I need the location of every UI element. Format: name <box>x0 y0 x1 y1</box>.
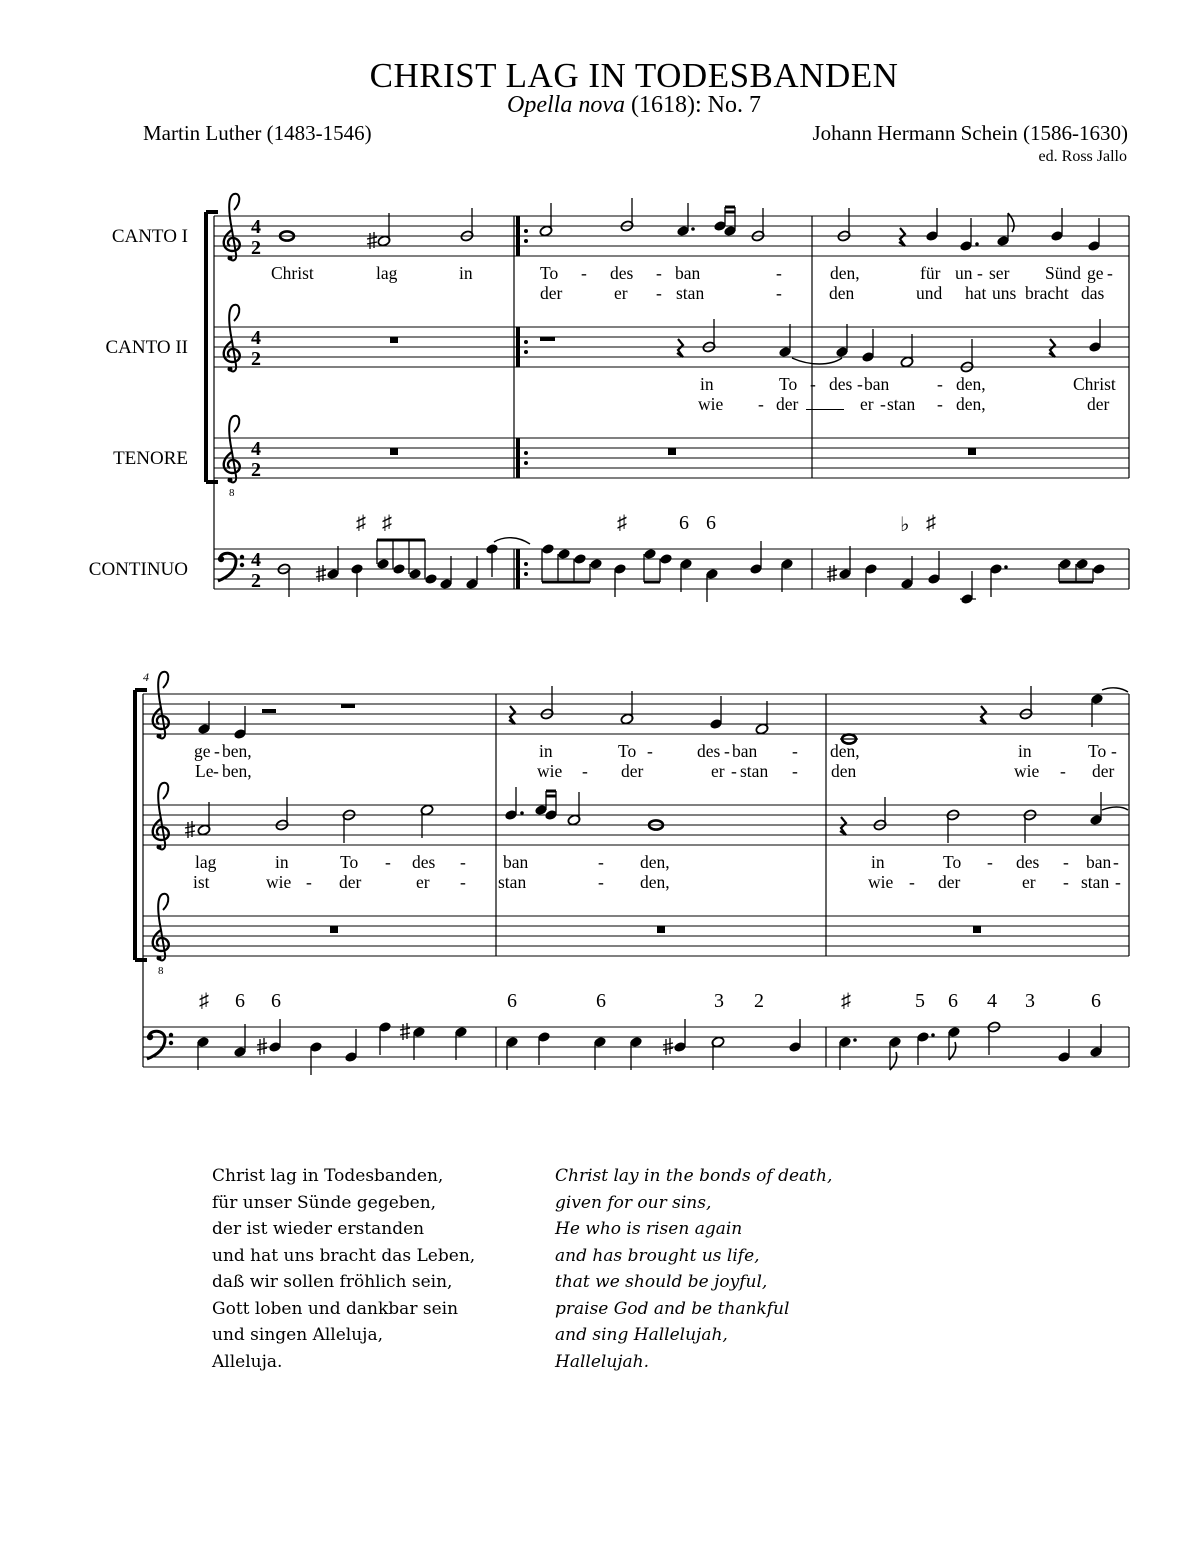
lyric-syllable: lag <box>376 263 398 283</box>
lyric-hyphen: - <box>987 852 993 872</box>
tenor-octave-mark-2: 8 <box>158 965 164 977</box>
lyric-syllable: in <box>539 741 553 761</box>
figure: 6 <box>235 990 245 1012</box>
lyric-syllable: des <box>610 263 634 283</box>
figure: 5 <box>915 990 925 1012</box>
poem-line: given for our sins, <box>555 1192 712 1213</box>
lyric-hyphen: - <box>1107 263 1113 283</box>
lyric-syllable: er <box>614 283 628 303</box>
poem-line: Alleluja. <box>212 1351 283 1372</box>
lyric-syllable: er <box>416 872 430 892</box>
tenor-octave-mark: 8 <box>229 487 235 499</box>
continuo-notes-system1 <box>277 538 1106 605</box>
lyric-syllable: in <box>275 852 289 872</box>
composer-credit: Johann Hermann Schein (1586-1630) <box>812 121 1128 145</box>
lyric-syllable: To <box>540 263 559 283</box>
lyric-syllable: To <box>779 374 798 394</box>
lyric-syllable: wie <box>537 761 563 781</box>
lyric-hyphen: - <box>306 872 312 892</box>
svg-text:4: 4 <box>251 438 261 460</box>
lyric-syllable: für <box>920 263 941 283</box>
lyric-syllable: uns <box>992 283 1017 303</box>
figure: 6 <box>271 990 281 1012</box>
lyric-hyphen: - <box>1113 852 1119 872</box>
lyric-syllable: Christ <box>1073 374 1116 394</box>
lyric-syllable: wie <box>1014 761 1040 781</box>
poem-line: and has brought us life, <box>555 1245 760 1266</box>
lyric-hyphen: - <box>810 374 816 394</box>
lyric-syllable: der <box>1092 761 1115 781</box>
lyric-syllable: den, <box>830 741 860 761</box>
lyric-syllable: ban <box>675 263 701 283</box>
lyric-syllable: er <box>860 394 874 414</box>
poem-line: und hat uns bracht das Leben, <box>212 1245 476 1266</box>
svg-text:2: 2 <box>251 348 261 370</box>
lyric-syllable: stan <box>740 761 769 781</box>
figure: ♯ <box>841 990 851 1012</box>
lyric-hyphen: - <box>581 263 587 283</box>
lyric-syllable: den, <box>640 872 670 892</box>
figure: 6 <box>596 990 606 1012</box>
lyric-syllable: des <box>829 374 853 394</box>
figure: 6 <box>679 512 689 534</box>
lyric-syllable: ban <box>503 852 529 872</box>
poem-line: Hallelujah. <box>555 1351 650 1372</box>
lyric-syllable: ban <box>864 374 890 394</box>
lyric-syllable: das <box>1081 283 1105 303</box>
lyric-syllable: Christ <box>271 263 314 283</box>
measure-number: 4 <box>143 670 149 684</box>
lyric-hyphen: - <box>909 872 915 892</box>
figure: 4 <box>987 990 997 1012</box>
lyric-syllable: in <box>459 263 473 283</box>
lyric-syllable: bracht <box>1025 283 1069 303</box>
lyric-hyphen: - <box>792 741 798 761</box>
canto1-notes-system2 <box>197 686 1128 744</box>
lyric-hyphen: - <box>598 872 604 892</box>
lyric-hyphen: - <box>776 263 782 283</box>
lyric-hyphen: - <box>977 263 983 283</box>
lyric-syllable: der <box>938 872 961 892</box>
lyric-syllable: des <box>1016 852 1040 872</box>
lyric-hyphen: - <box>598 852 604 872</box>
lyric-syllable: den <box>829 283 855 303</box>
lyric-syllable: ge <box>194 741 211 761</box>
poem-line: und singen Alleluja, <box>212 1325 383 1345</box>
canto1-notes-system1 <box>280 198 1101 252</box>
svg-text:4: 4 <box>251 549 261 571</box>
svg-text:2: 2 <box>251 570 261 592</box>
lyric-syllable: der <box>339 872 362 892</box>
lyric-syllable: in <box>700 374 714 394</box>
lyric-hyphen: - <box>776 283 782 303</box>
lyric-hyphen: - <box>937 374 943 394</box>
poem-line: and sing Hallelujah, <box>555 1325 728 1345</box>
system-1 <box>206 194 1129 605</box>
figure: ♭ <box>900 514 910 536</box>
lyric-syllable: Sünd <box>1045 263 1081 283</box>
figure: 6 <box>507 990 517 1012</box>
lyric-syllable: den, <box>956 394 986 414</box>
figure: ♯ <box>926 512 936 534</box>
voice-label-tenore: TENORE <box>113 448 188 469</box>
lyric-syllable: den, <box>956 374 986 394</box>
svg-text:2: 2 <box>251 459 261 481</box>
lyric-syllable: wie <box>868 872 894 892</box>
lyric-hyphen: - <box>656 263 662 283</box>
collection-name: Opella nova <box>507 92 625 118</box>
piece-title: CHRIST LAG IN TODESBANDEN <box>369 56 899 95</box>
lyric-hyphen: - <box>1063 872 1069 892</box>
poem-line: praise God and be thankful <box>555 1298 790 1319</box>
poem-line: daß wir sollen fröhlich sein, <box>212 1272 453 1292</box>
lyric-hyphen: - <box>460 872 466 892</box>
lyric-syllable: in <box>871 852 885 872</box>
lyric-syllable: den, <box>640 852 670 872</box>
poet-credit: Martin Luther (1483-1546) <box>143 121 372 145</box>
time-signatures-system1 <box>251 216 261 592</box>
tenore-rests-system2 <box>330 926 981 933</box>
lyric-syllable: Le <box>195 761 214 781</box>
figure: 6 <box>1091 990 1101 1012</box>
lyric-syllable: wie <box>266 872 292 892</box>
lyric-syllable: der <box>776 394 799 414</box>
lyric-hyphen: - <box>1060 761 1066 781</box>
svg-text:2: 2 <box>251 237 261 259</box>
tenore-rests-system1 <box>390 448 976 455</box>
poem-line: Christ lag in Todesbanden, <box>212 1166 444 1186</box>
lyric-syllable: der <box>1087 394 1110 414</box>
lyric-syllable: des <box>412 852 436 872</box>
lyric-hyphen: - <box>1111 741 1117 761</box>
lyric-syllable: den, <box>830 263 860 283</box>
voice-label-canto2: CANTO II <box>105 337 188 358</box>
lyric-syllable: hat <box>965 283 987 303</box>
figure: 3 <box>1025 990 1035 1012</box>
lyric-syllable: des <box>697 741 721 761</box>
lyric-syllable: ban <box>1086 852 1112 872</box>
lyric-extender <box>806 409 844 410</box>
lyric-syllable: To <box>618 741 637 761</box>
lyric-syllable: der <box>540 283 563 303</box>
lyric-syllable: lag <box>195 852 217 872</box>
lyric-hyphen: - <box>724 741 730 761</box>
lyric-syllable: stan <box>1081 872 1110 892</box>
figure: 6 <box>706 512 716 534</box>
editor-credit: ed. Ross Jallo <box>1038 148 1127 165</box>
lyric-syllable: To <box>943 852 962 872</box>
figure: ♯ <box>617 512 627 534</box>
svg-text:4: 4 <box>251 216 261 238</box>
lyric-hyphen: - <box>1063 852 1069 872</box>
lyric-syllable: ban <box>732 741 758 761</box>
figure: 2 <box>754 990 764 1012</box>
svg-text:4: 4 <box>251 327 261 349</box>
poem-line: für unser Sünde gegeben, <box>212 1192 437 1213</box>
lyric-syllable: er <box>711 761 725 781</box>
lyric-syllable: ge <box>1087 263 1104 283</box>
lyric-hyphen: - <box>758 394 764 414</box>
voice-label-canto1: CANTO I <box>111 226 188 247</box>
figure: ♯ <box>199 990 209 1012</box>
lyric-hyphen: - <box>880 394 886 414</box>
lyric-syllable: ist <box>193 872 210 892</box>
lyric-syllable: ser <box>989 263 1010 283</box>
lyric-hyphen: - <box>656 283 662 303</box>
lyric-syllable: To <box>1088 741 1107 761</box>
lyric-hyphen: - <box>792 761 798 781</box>
lyric-hyphen: - <box>857 374 863 394</box>
lyric-syllable: To <box>340 852 359 872</box>
lyric-syllable: stan <box>676 283 705 303</box>
figure: ♯ <box>382 512 392 534</box>
lyric-syllable: in <box>1018 741 1032 761</box>
figure: 6 <box>948 990 958 1012</box>
lyric-syllable: er <box>1022 872 1036 892</box>
lyric-syllable: den <box>831 761 857 781</box>
poem-line: He who is risen again <box>555 1219 743 1239</box>
lyric-hyphen: - <box>213 761 219 781</box>
lyric-syllable: ben, <box>222 741 252 761</box>
poem-line: that we should be joyful, <box>555 1272 768 1292</box>
poem-german <box>212 1163 475 1375</box>
lyric-hyphen: - <box>460 852 466 872</box>
lyric-syllable: der <box>621 761 644 781</box>
poem-line: der ist wieder erstanden <box>212 1219 425 1239</box>
lyric-syllable: und <box>916 283 943 303</box>
lyric-hyphen: - <box>582 761 588 781</box>
lyric-hyphen: - <box>731 761 737 781</box>
lyric-syllable: wie <box>698 394 724 414</box>
poem-line: Christ lay in the bonds of death, <box>555 1166 833 1186</box>
collection-number: (1618): No. 7 <box>625 92 761 118</box>
lyric-hyphen: - <box>1115 872 1121 892</box>
lyric-syllable: ben, <box>222 761 252 781</box>
figure: 3 <box>714 990 724 1012</box>
figure: ♯ <box>356 512 366 534</box>
lyric-syllable: stan <box>887 394 916 414</box>
lyric-hyphen: - <box>937 394 943 414</box>
lyric-syllable: stan <box>498 872 527 892</box>
poem-english <box>555 1163 832 1375</box>
lyric-hyphen: - <box>647 741 653 761</box>
lyric-syllable: un <box>955 263 973 283</box>
voice-label-continuo: CONTINUO <box>88 559 188 580</box>
lyric-hyphen: - <box>214 741 220 761</box>
lyric-hyphen: - <box>385 852 391 872</box>
poem-line: Gott loben und dankbar sein <box>212 1298 459 1319</box>
